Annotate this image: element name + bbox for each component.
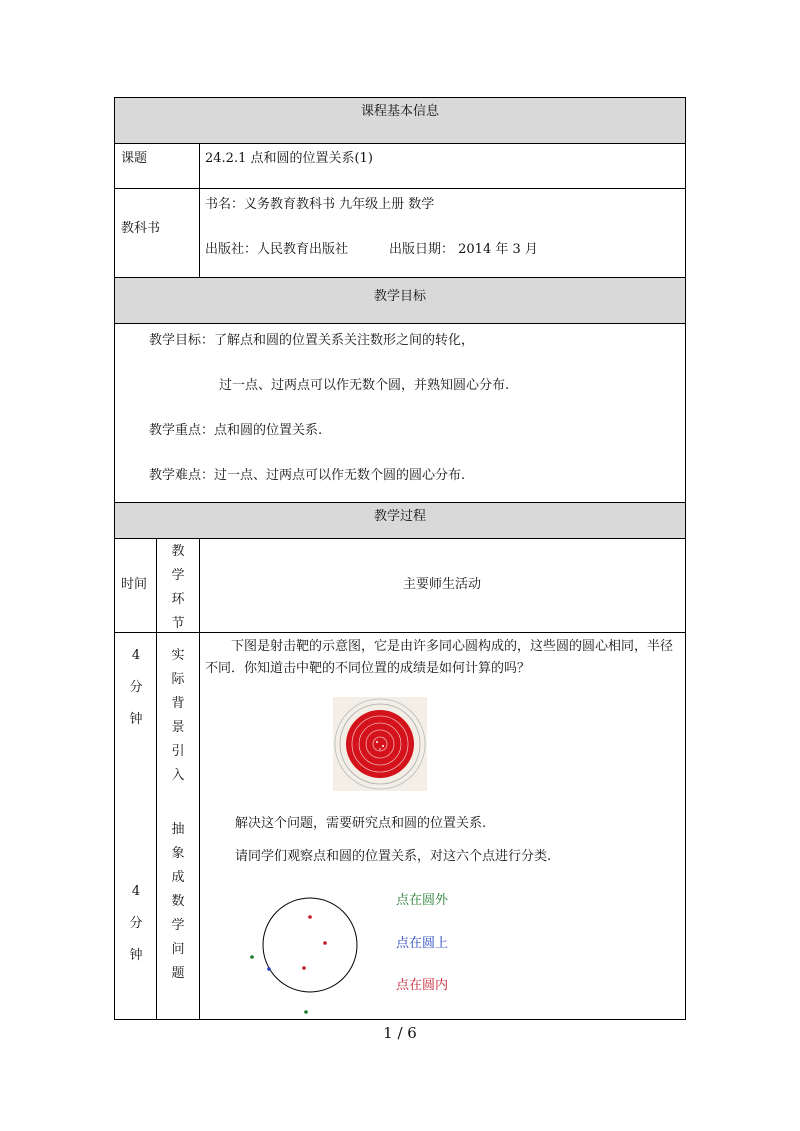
point-outside-1 bbox=[250, 955, 254, 959]
page-number: 1 / 6 bbox=[383, 1024, 417, 1042]
legend-inside: 点在圆内 bbox=[396, 978, 449, 993]
point-inside-3 bbox=[302, 966, 306, 970]
publish-date: 出版日期： 2014 年 3 月 bbox=[389, 242, 538, 257]
point-outside-2 bbox=[304, 1010, 308, 1014]
textbook-label: 教科书 bbox=[121, 221, 161, 236]
point-inside-2 bbox=[323, 941, 327, 945]
row2-text-2: 请同学们观察点和圆的位置关系，对这六个点进行分类. bbox=[235, 849, 552, 864]
row2-time: 4 分 钟 bbox=[129, 884, 143, 963]
shooting-target-image bbox=[333, 697, 427, 791]
legend-outside: 点在圆外 bbox=[396, 893, 449, 908]
col-time-header: 时间 bbox=[121, 577, 148, 592]
goal-line-1: 教学目标：了解点和圆的位置关系关注数形之间的转化， bbox=[149, 333, 475, 348]
col-activity-header: 主要师生活动 bbox=[402, 577, 481, 592]
row2-text-1: 解决这个问题，需要研究点和圆的位置关系. bbox=[235, 816, 487, 831]
point-inside-1 bbox=[308, 915, 312, 919]
key-point: 教学重点：点和圆的位置关系. bbox=[149, 423, 323, 438]
difficulty-point: 教学难点：过一点、过两点可以作无数个圆的圆心分布. bbox=[149, 468, 466, 483]
row1-time: 4 分 钟 bbox=[129, 648, 143, 727]
col-stage-header: 教 学 环 节 bbox=[171, 544, 185, 631]
goal-line-2: 过一点、过两点可以作无数个圆，并熟知圆心分布. bbox=[219, 378, 510, 393]
legend-on: 点在圆上 bbox=[396, 936, 449, 951]
process-header: 教学过程 bbox=[373, 509, 426, 524]
topic-label: 课题 bbox=[121, 151, 148, 166]
row1-text: 下图是射击靶的示意图，它是由许多同心圆构成的，这些圆的圆心相同，半径不同．你知道击中靶的不同位置的成绩是如何计算的吗？ bbox=[205, 639, 674, 676]
goals-header: 教学目标 bbox=[373, 289, 426, 304]
circle-points-diagram bbox=[240, 885, 380, 1020]
book-name: 书名：义务教育教科书 九年级上册 数学 bbox=[205, 197, 435, 212]
publisher: 出版社：人民教育出版社 bbox=[205, 242, 349, 257]
row2-stage: 抽 象 成 数 学 问 题 bbox=[171, 822, 185, 981]
target-icon bbox=[333, 697, 427, 791]
topic-value: 24.2.1 点和圆的位置关系(1) bbox=[205, 151, 373, 166]
point-on bbox=[267, 967, 271, 971]
basic-info-header: 课程基本信息 bbox=[360, 104, 439, 119]
row1-stage: 实 际 背 景 引 入 bbox=[171, 648, 185, 783]
